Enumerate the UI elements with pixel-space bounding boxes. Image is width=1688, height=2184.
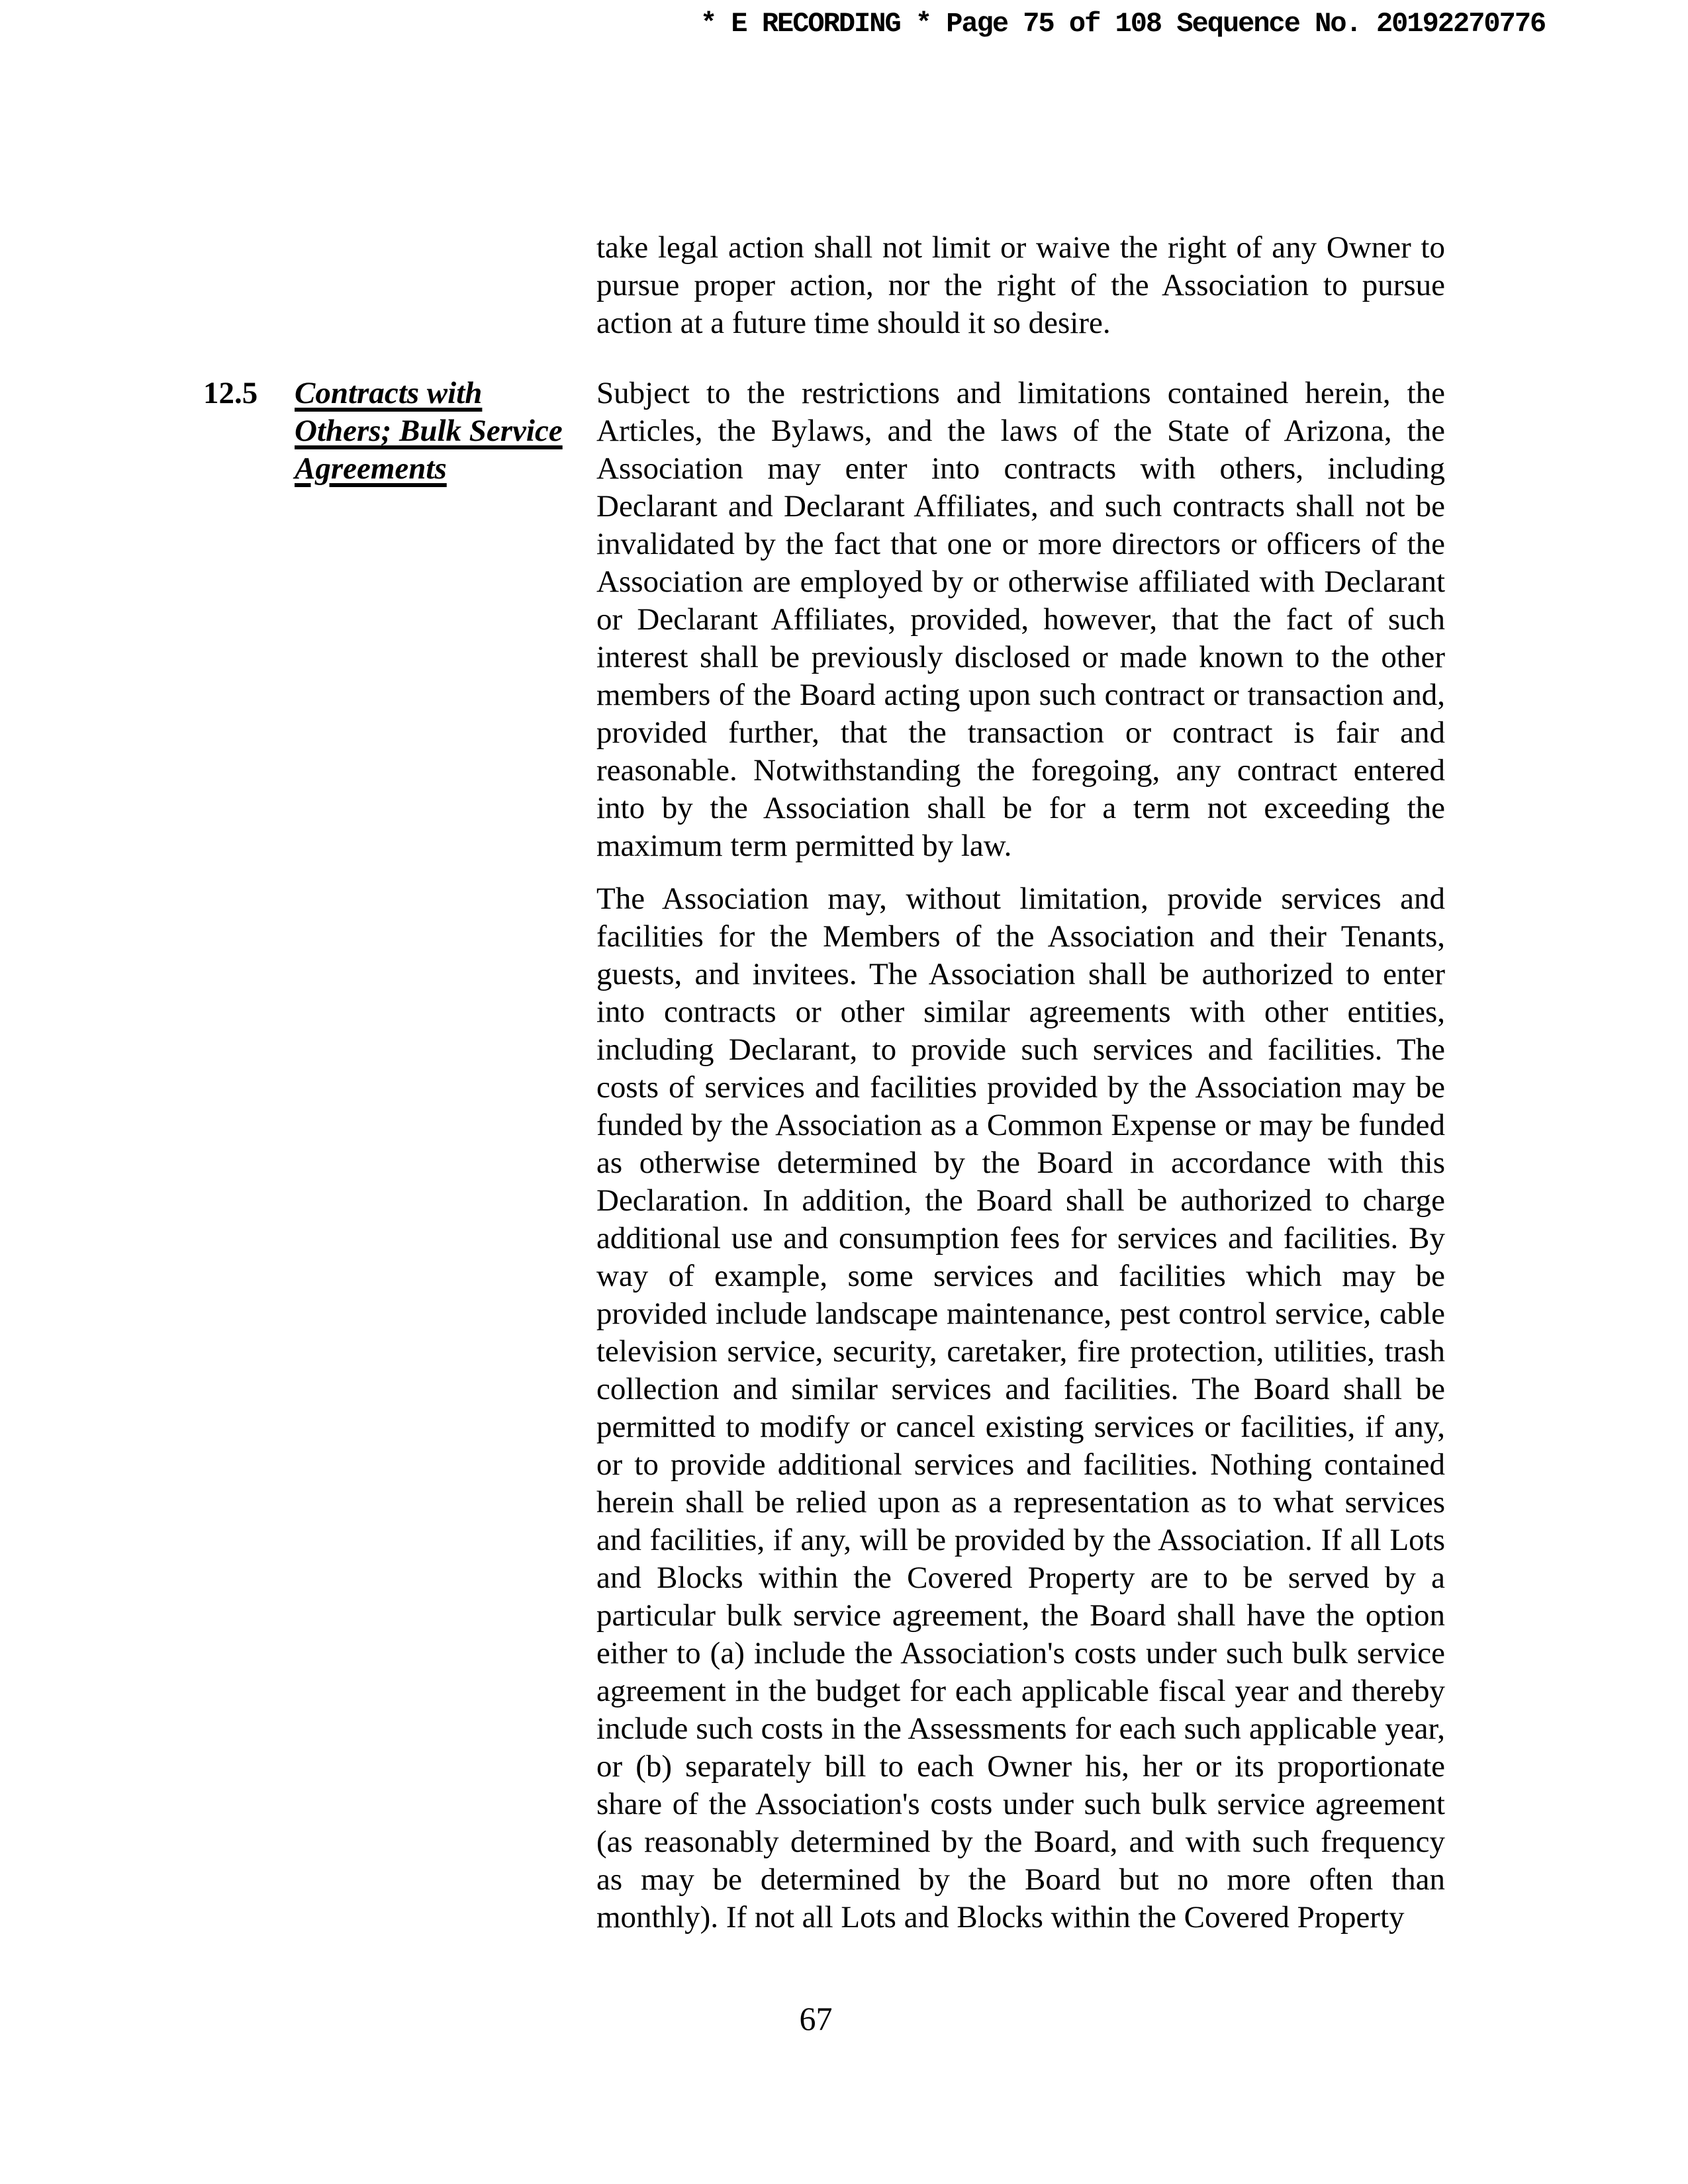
section-paragraph-contracts: Subject to the restrictions and limitations contained herein, the Articles, the Bylaws, and the laws of the State of Arizona, the Association may enter into contracts with others, including Declarant and Declarant Affiliates, and such contracts shall not be invalidated by the fact that one or more directors or officers of the Association are employed by or otherwise affiliated with Declarant or Declarant Affiliates, provided, however, that the fact of such interest shall be previously disclosed or made known to the other members of the Board acting upon such contract or transaction and, provided further, that the transaction or contract is fair and reasonable. Notwithstanding the foregoing, any contract entered into by the Association shall be for a term not exceeding the maximum term permitted by law. [596, 376, 1445, 863]
intro-paragraph: take legal action shall not limit or waive the right of any Owner to pursue proper action, nor the right of the Association to pursue action at a future time should it so desire. [596, 230, 1445, 340]
page-number: 67 [799, 2000, 833, 2037]
section-heading: Contracts with Others; Bulk Service Agreements [295, 376, 563, 486]
section-paragraph-services: The Association may, without limitation, provide services and facilities for the Members of the Association and their Tenants, guests, and invitees. The Association shall be authorized to enter into contracts or other similar agreements with other entities, including Declarant, to provide such services and facilities. The costs of services and facilities provided by the Association may be funded by the Association as a Common Expense or may be funded as otherwise determined by the Board in accordance with this Declaration. In addition, the Board shall be authorized to charge additional use and consumption fees for services and facilities. By way of example, some services and facilities which may be provided include landscape maintenance, pest control service, cable television service, security, caretaker, fire protection, utilities, trash collection and similar services and facilities. The Board shall be permitted to modify or cancel existing services or facilities, if any, or to provide additional services and facilities. Nothing contained herein shall be relied upon as a representation as to what services and facilities, if any, will be provided by the Association. If all Lots and Blocks within the Covered Property are to be served by a particular bulk service agreement, the Board shall have the option either to (a) include the Association's costs under such bulk service agreement in the budget for each applicable fiscal year and thereby include such costs in the Assessments for each such applicable year, or (b) separately bill to each Owner his, her or its proportionate share of the Association's costs under such bulk service agreement (as reasonably determined by the Board, and with such frequency as may be determined by the Board but no more often than monthly). If not all Lots and Blocks within the Covered Property [596, 882, 1445, 1934]
recording-header: * E RECORDING * Page 75 of 108 Sequence No. 20192270776 [700, 8, 1546, 40]
section-number: 12.5 [203, 376, 258, 410]
